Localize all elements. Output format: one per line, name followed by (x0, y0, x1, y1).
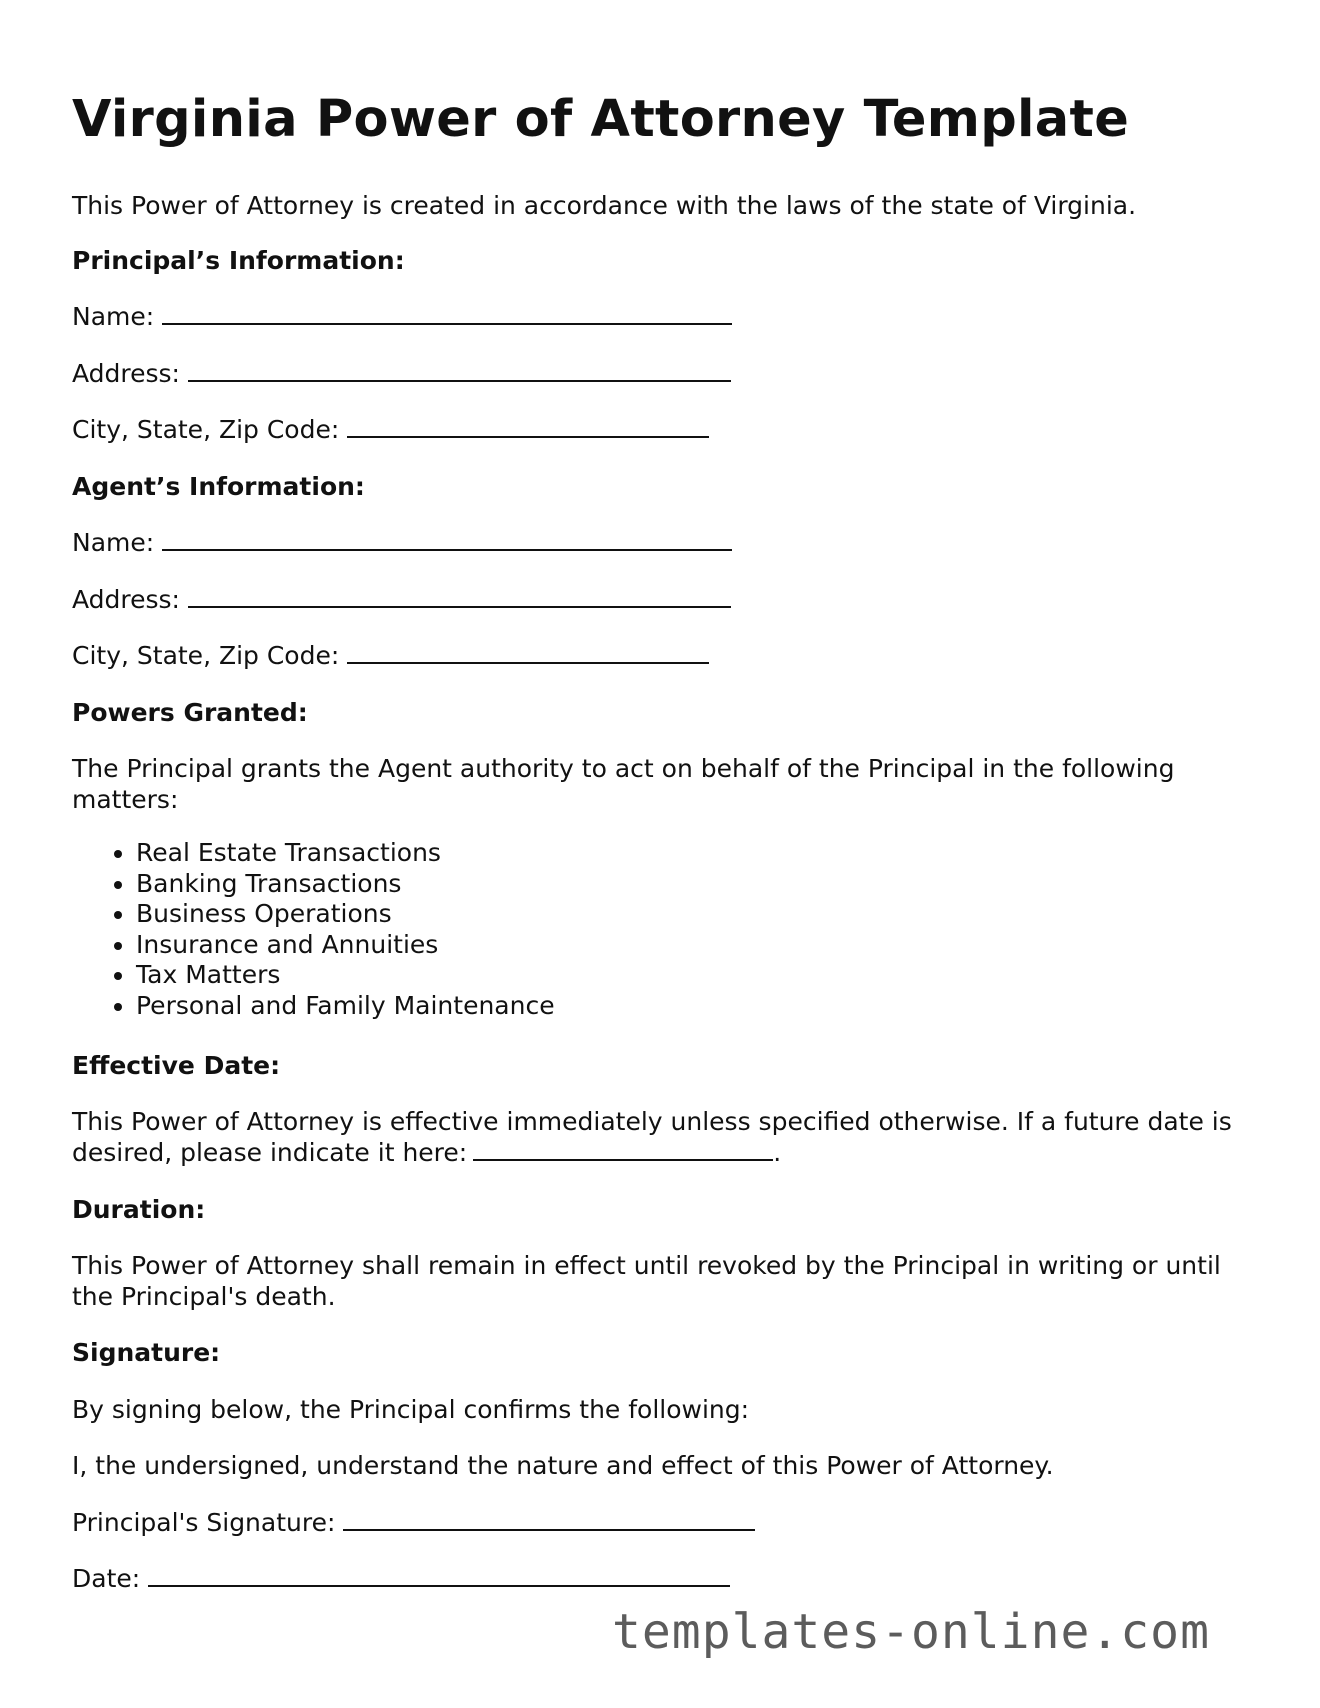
document-title: Virginia Power of Attorney Template (72, 90, 1130, 149)
signature-date-label: Date: (72, 1564, 141, 1593)
duration-heading: Duration: (72, 1195, 206, 1224)
duration-text: This Power of Attorney shall remain in effect until revoked by the Principal in writing or until the Principal's death. (72, 1251, 1221, 1311)
list-item: • Business Operations (136, 899, 555, 930)
principal-address-field[interactable] (188, 358, 731, 382)
agent-name-field[interactable] (162, 527, 732, 551)
watermark-text: templates-online.com (612, 1604, 1210, 1660)
signature-confirm-text: By signing below, the Principal confirms the following: (72, 1395, 750, 1424)
signature-statement: I, the undersigned, understand the nature and effect of this Power of Attorney. (72, 1451, 1054, 1480)
principal-address-row (72, 358, 731, 389)
effective-text: This Power of Attorney is effective immediately unless specified otherwise. If a future date is desired, please indicate it here: (72, 1107, 1232, 1167)
agent-address-field[interactable] (188, 584, 731, 608)
principal-city-label: City, State, Zip Code: (72, 415, 340, 444)
principal-city-row (72, 414, 709, 445)
signature-date-row (72, 1563, 730, 1594)
list-item: • Real Estate Transactions (136, 838, 555, 869)
agent-city-label: City, State, Zip Code: (72, 641, 340, 670)
agent-city-row (72, 640, 709, 671)
list-item: • Personal and Family Maintenance (136, 991, 555, 1022)
effective-end-punct: . (773, 1138, 782, 1167)
signature-date-field[interactable] (148, 1563, 730, 1587)
signature-heading: Signature: (72, 1338, 221, 1367)
intro-text: This Power of Attorney is created in accordance with the laws of the state of Virginia. (72, 191, 1137, 220)
agent-address-label: Address: (72, 585, 180, 614)
principal-address-label: Address: (72, 359, 180, 388)
list-item: • Banking Transactions (136, 869, 555, 900)
agent-name-label: Name: (72, 528, 155, 557)
list-item: • Insurance and Annuities (136, 930, 555, 961)
agent-heading: Agent’s Information: (72, 472, 365, 501)
principal-city-field[interactable] (347, 414, 709, 438)
agent-name-row (72, 527, 732, 558)
future-date-field[interactable] (473, 1137, 773, 1161)
effective-paragraph (72, 1106, 1252, 1168)
agent-address-row (72, 584, 731, 615)
effective-heading: Effective Date: (72, 1051, 281, 1080)
powers-list (72, 838, 555, 1022)
principal-name-label: Name: (72, 302, 155, 331)
principal-name-field[interactable] (162, 301, 732, 325)
principal-signature-row (72, 1507, 755, 1538)
powers-text: The Principal grants the Agent authority to act on behalf of the Principal in the following matters: (72, 754, 1175, 814)
agent-city-field[interactable] (347, 640, 709, 664)
powers-heading: Powers Granted: (72, 698, 308, 727)
principal-name-row (72, 301, 732, 332)
principal-heading: Principal’s Information: (72, 246, 405, 275)
principal-signature-field[interactable] (343, 1507, 755, 1531)
list-item: • Tax Matters (136, 960, 555, 991)
principal-signature-label: Principal's Signature: (72, 1508, 336, 1537)
